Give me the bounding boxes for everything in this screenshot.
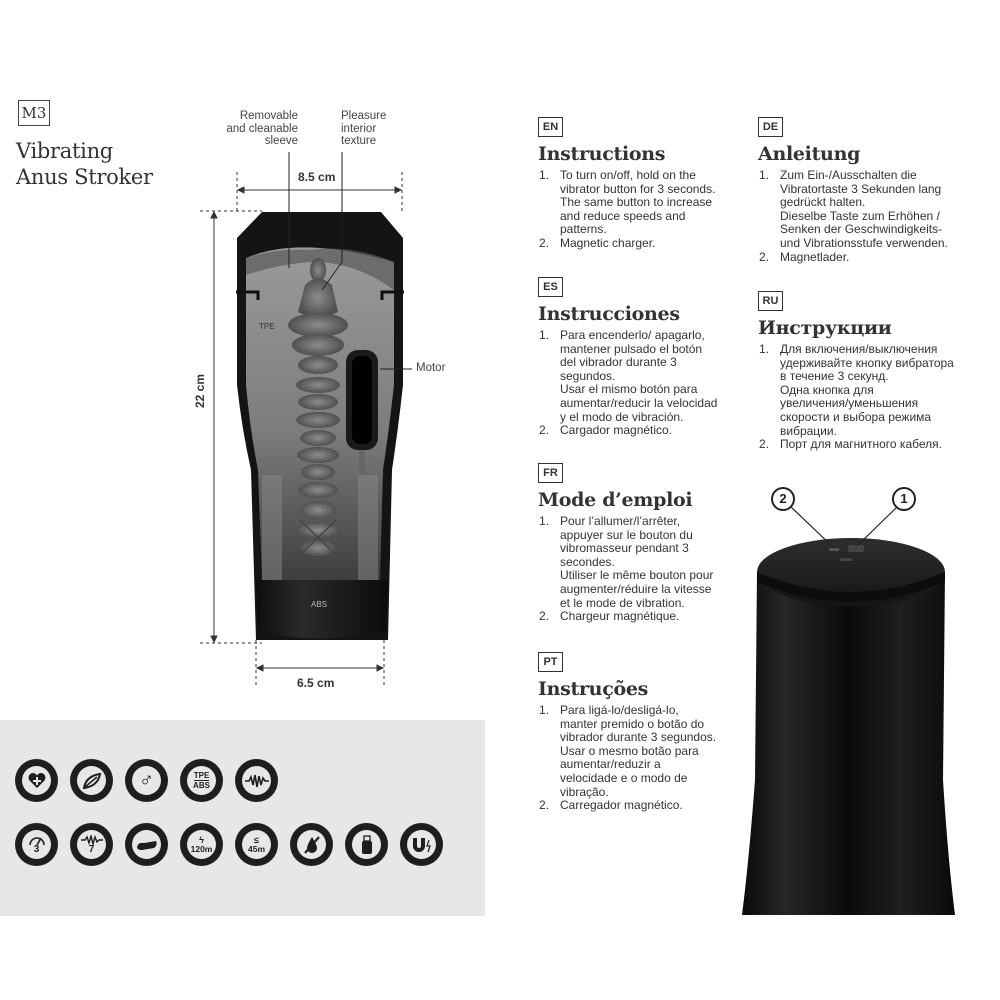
callout-interior-texture [341, 110, 411, 148]
abs-base [256, 580, 388, 639]
section-title: Mode d’emploi [538, 489, 693, 511]
instructions-de [758, 117, 978, 264]
dimension-bottom-width: 6.5 cm [297, 676, 335, 690]
step-item: Para encenderlo/ apagarlo, mantener pulsado el botón del vibrador durante 3 segundos. Usar el mismo botón para aumentar/reducir la velocidad y el modo de vibración. [560, 328, 718, 424]
usb-rechargeable-icon [345, 823, 388, 866]
steps-list [538, 704, 738, 813]
callout-removable-sleeve [200, 110, 298, 148]
callout-line: and cleanable [226, 122, 298, 135]
tpe-abs-icon [180, 759, 223, 802]
abs-label: ABS [193, 781, 210, 790]
power-button [848, 545, 864, 552]
steps-list [538, 169, 738, 251]
product-title [16, 138, 153, 190]
product-title-line2: Anus Stroker [16, 165, 153, 189]
silk-soft-touch-icon [70, 759, 113, 802]
lang-badge-en: EN [538, 117, 563, 137]
model-badge: M3 [18, 100, 50, 126]
instructions-pt [538, 652, 738, 813]
lang-badge-de: DE [758, 117, 783, 137]
marker-1-label: 1 [900, 491, 908, 506]
step-item: Magnetic charger. [560, 235, 656, 250]
lang-badge-ru: RU [758, 291, 783, 311]
instructions-ru [758, 291, 978, 452]
tpe-label: TPE [193, 771, 210, 780]
dimension-height: 22 cm [193, 373, 207, 408]
charging-time-value: 120m [190, 843, 213, 854]
running-time-icon: ≤ 45m [235, 823, 278, 866]
ergonomic-icon [125, 823, 168, 866]
running-time-value: 45m [247, 843, 265, 854]
instructions-en [538, 117, 738, 251]
callout-line: sleeve [264, 135, 298, 147]
section-title: Anleitung [758, 143, 861, 165]
men-product-icon: ♂ [125, 759, 168, 802]
vibrating-icon [235, 759, 278, 802]
steps-list [538, 329, 738, 438]
magnetic-port [829, 548, 839, 551]
magnetic-rechargeable-icon [400, 823, 443, 866]
steps-list [758, 169, 978, 264]
body-safe-icon [15, 759, 58, 802]
vibrating-modes-icon [70, 823, 113, 866]
speed-modes-icon [15, 823, 58, 866]
section-title: Instruções [538, 678, 649, 700]
speed-modes-value: 3 [33, 844, 40, 855]
charging-time-icon: ϟ 120m [180, 823, 223, 866]
lang-badge-pt: PT [538, 652, 563, 672]
instructions-fr [538, 463, 738, 624]
no-waterproof-icon [290, 823, 333, 866]
marker-2-label: 2 [779, 491, 787, 506]
material-tpe-label: TPE [259, 322, 275, 331]
step-item: Порт для магнитного кабеля. [780, 437, 942, 452]
dimension-top-width: 8.5 cm [298, 170, 336, 184]
callout-motor: Motor [416, 362, 446, 374]
callout-line: texture [341, 135, 377, 147]
cross-section-diagram [190, 150, 450, 695]
callout-line: interior [341, 122, 377, 135]
section-title: Инструкции [758, 317, 892, 339]
product-title-line1: Vibrating [16, 139, 113, 163]
product-external-view [735, 480, 965, 920]
vibrating-modes-value: 7 [88, 844, 95, 855]
step-item: Chargeur magnétique. [560, 609, 680, 624]
feature-icons-panel [0, 720, 485, 916]
section-title: Instructions [538, 143, 666, 165]
step-item: Para ligá-lo/desligá-lo, manter premido o botão do vibrador durante 3 segundos. Usar o mesmo botão para aumentar/reduzir a velocidade e o modo de vibração. [560, 703, 717, 799]
instructions-es [538, 277, 738, 438]
step-item: Magnetlader. [780, 249, 850, 264]
step-item: Carregador magnético. [560, 798, 683, 813]
step-item: Cargador magnético. [560, 423, 673, 438]
material-abs-label: ABS [311, 600, 328, 609]
lang-badge-fr: FR [538, 463, 563, 483]
steps-list [538, 515, 738, 624]
callout-line: Removable [239, 110, 298, 122]
steps-list [758, 343, 978, 452]
step-item: Zum Ein-/Ausschalten die Vibratortaste 3 Sekunden lang gedrückt halten. Dieselbe Taste zum Erhöhen / Senken der Geschwindigkeits- und Vibrationsstufe verwenden. [780, 168, 948, 250]
lang-badge-es: ES [538, 277, 563, 297]
step-item: To turn on/off, hold on the vibrator button for 3 seconds. The same button to increase and reduce speeds and patterns. [560, 168, 716, 237]
callout-line: Pleasure [341, 110, 387, 122]
step-item: Для включения/выключения удерживайте кнопку вибратора в течение 3 секунд. Одна кнопка для увеличения/уменьшения скорости и выбора режима вибрации. [780, 342, 954, 438]
section-title: Instrucciones [538, 303, 680, 325]
step-item: Pour l’allumer/l’arrêter, appuyer sur le bouton du vibromasseur pendant 3 secondes. Utiliser le même bouton pour augmenter/réduire la vitesse et le mode de vibration. [560, 514, 714, 610]
